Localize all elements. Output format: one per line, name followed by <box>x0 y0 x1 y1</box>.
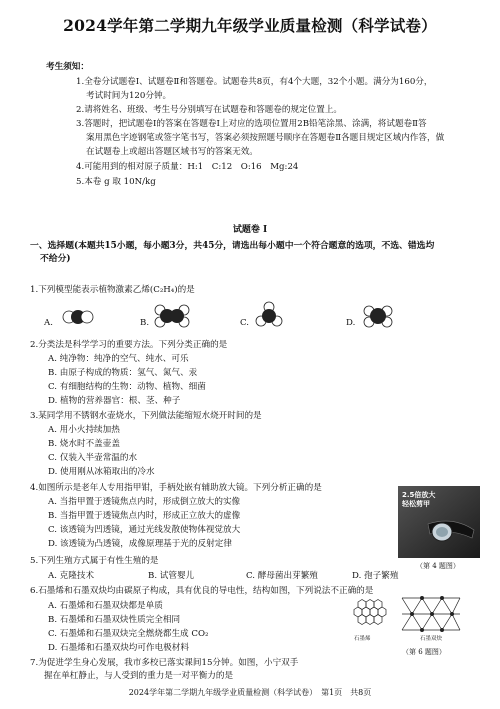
question-1-stem: 1.下列模型能表示植物激素乙烯(C₂H₄)的是 <box>30 285 195 295</box>
molecule-model-a-icon <box>58 307 98 327</box>
section-heading-line-1: 一、选择题(本题共15小题，每小题3分，共45分，请选出每小题中一个符合题意的选项，不选、错选均 <box>30 241 435 251</box>
question-1-option-a: A. <box>44 318 53 328</box>
notice-line-7: 4.可能用到的相对原子质量：H:1 C:12 O:16 Mg:24 <box>76 162 299 172</box>
molecule-model-d-icon <box>362 303 394 329</box>
question-3-option-a: A. 用小火持续加热 <box>48 425 120 435</box>
page-title: 2024学年第二学期九年级学业质量检测（科学试卷） <box>63 16 437 35</box>
question-3-stem: 3.某同学用不锈钢水壶烧水，下列做法能缩短水烧开时间的是 <box>30 411 262 421</box>
question-4-stem: 4.如图所示是老年人专用指甲钳，手柄处嵌有辅助放大镜。下列分析正确的是 <box>30 483 322 493</box>
question-4-caption: （第 4 题图） <box>416 562 460 570</box>
question-4-option-c: C. 该透镜为凹透镜，通过光线发散使物体视觉放大 <box>48 525 241 535</box>
question-2-option-d: D. 植物的营养器官：根、茎、种子 <box>48 396 181 406</box>
nail-clipper-text-2: 轻松剪甲 <box>402 500 430 509</box>
question-4-option-a: A. 当指甲置于透镜焦点内时，形成倒立放大的实像 <box>48 497 241 507</box>
section-title: 试题卷 Ⅰ <box>232 225 268 235</box>
question-6-option-c: C. 石墨烯和石墨双炔完全燃烧都生成 CO₂ <box>48 629 209 639</box>
question-6-option-d: D. 石墨烯和石墨双炔均可作电极材料 <box>48 643 189 653</box>
graphdiyne-label: 石墨双炔 <box>420 636 443 642</box>
question-6-stem: 6.石墨烯和石墨双炔均由碳原子构成，具有优良的导电性，结构如图，下列说法不正确的是 <box>30 586 374 596</box>
question-4-option-b: B. 当指甲置于透镜焦点内时，形成正立放大的虚像 <box>48 511 241 521</box>
question-3-option-c: C. 仅装入半壶常温的水 <box>48 453 138 463</box>
notice-line-4: 3.答题时，把试题卷Ⅰ的答案在答题卷Ⅰ上对应的选项位置用2B铅笔涂黑、涂满，将试题卷Ⅱ答 <box>76 119 427 129</box>
question-6-caption: （第 6 题图） <box>402 648 446 656</box>
molecule-model-c-icon <box>255 301 283 329</box>
graphene-structure-icon <box>352 596 388 632</box>
question-1-option-b: B. <box>140 318 150 328</box>
question-5-option-b: B. 试管婴儿 <box>148 571 195 581</box>
question-6-option-b: B. 石墨烯和石墨双炔性质完全相同 <box>48 615 181 625</box>
question-7-stem-line-2: 握在单杠静止，与人受到的重力是一对平衡力的是 <box>44 671 234 681</box>
question-3-option-d: D. 使用刚从冰箱取出的冷水 <box>48 467 155 477</box>
notice-line-6: 在试题卷上或超出答题区域书写的答案无效。 <box>86 147 258 157</box>
page-footer: 2024学年第二学期九年级学业质量检测（科学试卷） 第1页 共8页 <box>128 688 372 697</box>
question-5-option-d: D. 孢子繁殖 <box>352 571 399 581</box>
notice-line-3: 2.请将姓名、班级、考生号分别填写在试题卷和答题卷的规定位置上。 <box>76 105 343 115</box>
question-5-option-c: C. 酵母菌出芽繁殖 <box>246 571 318 581</box>
notice-heading: 考生须知： <box>46 62 89 72</box>
question-2-option-b: B. 由原子构成的物质：氢气、氮气、汞 <box>48 368 198 378</box>
section-heading <box>30 240 480 266</box>
question-2-option-c: C. 有细胞结构的生物：动物、植物、细菌 <box>48 382 206 392</box>
notice-line-2: 考试时间为120分钟。 <box>86 91 172 101</box>
question-6-option-a: A. 石墨烯和石墨双炔都是单质 <box>48 601 163 611</box>
notice-line-1: 1.全卷分试题卷Ⅰ、试题卷Ⅱ和答题卷。试题卷共8页，有4个大题，32个小题。满分为160分， <box>76 77 433 87</box>
nail-clipper-image-text <box>402 491 435 509</box>
question-2-option-a: A. 纯净物：纯净的空气、纯水、可乐 <box>48 354 189 364</box>
notice-line-8: 5.本卷 g 取 10N/kg <box>76 177 156 187</box>
notice-line-5: 案用黑色字迹钢笔或签字笔书写，答案必须按照题号顺序在答题卷Ⅱ各题目规定区域内作答，做 <box>86 133 445 143</box>
nail-clipper-text-1: 2.5倍放大 <box>402 491 436 499</box>
graphdiyne-structure-icon <box>398 594 464 634</box>
question-3-option-b: B. 烧水时不盖壶盖 <box>48 439 120 449</box>
question-5-option-a: A. 克隆技术 <box>48 571 95 581</box>
question-1-option-c: C. <box>240 318 250 328</box>
question-5-stem: 5.下列生殖方式属于有性生殖的是 <box>30 556 159 566</box>
molecule-model-b-icon <box>152 303 192 329</box>
question-7-stem-line-1: 7.为促进学生身心发展，我市多校已落实课间15分钟。如图，小宁双手 <box>30 658 299 668</box>
section-heading-line-2: 不给分) <box>40 254 71 265</box>
graphene-label: 石墨烯 <box>354 636 371 642</box>
question-2-stem: 2.分类法是科学学习的重要方法。下列分类正确的是 <box>30 340 228 350</box>
question-4-option-d: D. 该透镜为凸透镜，成像原理基于光的反射定律 <box>48 539 232 549</box>
question-1-option-d: D. <box>346 318 356 328</box>
